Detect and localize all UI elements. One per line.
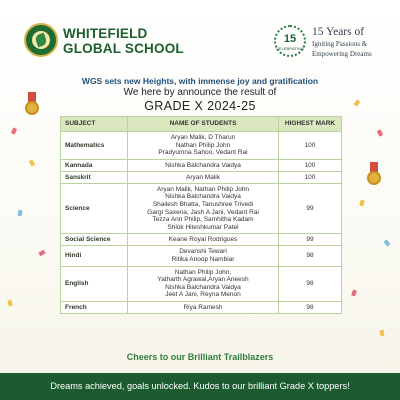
student-name: Shlok Hiteshkumar Patel [167,223,239,231]
student-name: Nishka Balchandra Vaidya [165,161,241,169]
students-cell [128,132,279,160]
table-row [61,132,342,160]
table-row [61,171,342,183]
school-logo [24,23,58,57]
student-name: Aryan Malik, D Tharun [170,134,236,141]
highest-mark-cell: 100 [279,159,342,171]
student-name: Keane Royal Rodrigues [168,236,238,244]
header-highest-mark: HIGHEST MARK [279,117,342,132]
students-cell [128,171,279,183]
highest-mark-cell: 98 [279,246,342,266]
school-name-line2: GLOBAL SCHOOL [63,41,184,56]
students-cell [128,183,279,234]
anniversary-title: 15 Years of [312,26,365,38]
table-row [61,246,342,266]
cheers-message: Cheers to our Brilliant Trailblazers [126,352,274,362]
table-header-row [61,117,342,132]
highest-mark-cell: 100 [279,171,342,183]
students-cell [128,246,279,266]
badge-text: CELEBRATING [276,46,304,51]
subject-cell: Mathematics [61,132,128,160]
student-name: Nishka Balchandra Vaidya [165,193,241,201]
student-name: Yatharth Agrawal,Aryan Aneesh [157,276,249,284]
footer-bar [0,373,400,400]
student-name: Tezza Ann Philip, Samhitha Kadam [152,216,254,224]
student-name: Riya Ramesh [183,303,223,311]
student-name: Nathan Philip John [175,141,231,149]
medal-icon [366,162,382,188]
student-name: Aryan Malik, Nathan Philip John [156,185,250,193]
footer-message: Dreams achieved, goals unlocked. Kudos to our brilliant Grade X toppers! [50,381,350,391]
student-name: Devanshi Tewari [179,248,227,256]
header-names: NAME OF STUDENTS [128,117,279,132]
highest-mark-cell: 98 [279,266,342,301]
subject-cell: Social Science [61,234,128,246]
student-name: Ritika Anoop Nambiar [171,255,235,263]
highest-mark-cell: 99 [279,234,342,246]
results-table [60,116,342,314]
headline-grade: GRADE X 2024-25 [144,99,256,113]
student-name: Aryan Malik [186,173,220,181]
badge-number: 15 [283,33,297,45]
student-name: Nathan Philip John, [174,268,232,276]
student-name: Nishka Balchandra Vaidya [165,283,241,291]
header [0,0,400,72]
subject-cell: Kannada [61,159,128,171]
header-subject: SUBJECT [61,117,128,132]
table-row [61,159,342,171]
school-name-line1: WHITEFIELD [63,26,148,41]
headline-achievement: WGS sets new Heights, with immense joy and gratification [81,76,319,86]
subject-cell: Hindi [61,246,128,266]
student-name: Pradyumna Sahoo, Vedant Rai [158,149,248,157]
anniversary-badge [274,25,306,57]
highest-mark-cell: 98 [279,301,342,313]
results-table-body [61,132,342,314]
anniversary-tagline [312,26,372,58]
student-name: Shailesh Bhatta, Tanushree Trivedi [152,201,254,208]
subject-cell: French [61,301,128,313]
subject-cell: Science [61,183,128,234]
students-cell [128,234,279,246]
anniversary-subtitle-1: Igniting Passions & [312,40,368,48]
highest-mark-cell: 100 [279,132,342,160]
students-cell [128,159,279,171]
highest-mark-cell: 99 [279,183,342,234]
students-cell [128,301,279,313]
table-row [61,234,342,246]
student-name: Gargi Saxena, Jash A Jani, Vedant Rai [147,208,259,216]
table-row [61,266,342,301]
table-row [61,301,342,313]
subject-cell: English [61,266,128,301]
students-cell [128,266,279,301]
student-name: Jeet A Jani, Reyna Menon [165,291,241,299]
headline-announce: We here by announce the result of [123,87,277,98]
subject-cell: Sanskrit [61,171,128,183]
school-name [63,26,184,56]
table-row [61,183,342,234]
anniversary-subtitle-2: Empowering Dreams [312,49,372,58]
